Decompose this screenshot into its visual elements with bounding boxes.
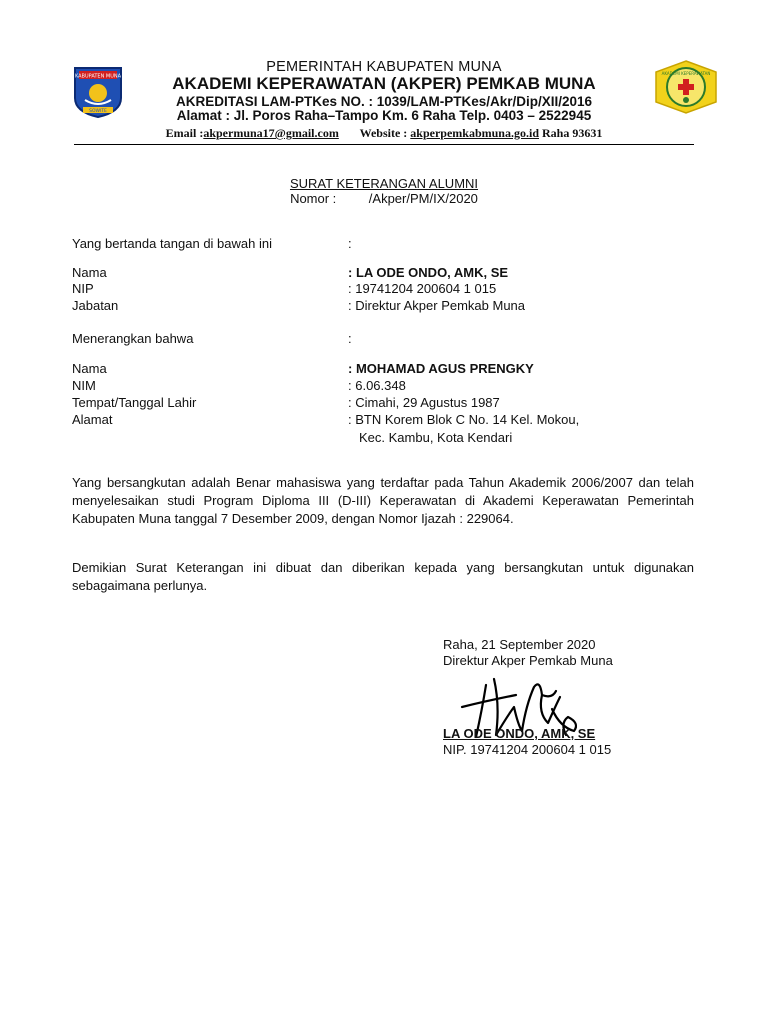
address-line: Alamat : Jl. Poros Raha–Tampo Km. 6 Raha Telp. 0403 – 2522945 xyxy=(176,108,592,123)
email-label: Email : xyxy=(165,126,204,140)
city-postal: Raha 93631 xyxy=(542,126,603,140)
logo-right-text: AKADEMI KEPERAWATAN xyxy=(661,71,711,76)
alumnus-birth-label: Tempat/Tanggal Lahir xyxy=(72,395,197,410)
institution-name: AKADEMI KEPERAWATAN (AKPER) PEMKAB MUNA xyxy=(172,74,596,93)
email-link[interactable]: akpermuna17@gmail.com xyxy=(203,126,339,140)
declares-label: Menerangkan bahwa xyxy=(72,331,194,346)
alumnus-nim-value: : 6.06.348 xyxy=(348,378,406,393)
alumnus-birth-value: : Cimahi, 29 Agustus 1987 xyxy=(348,395,500,410)
website-label: Website : xyxy=(359,126,408,140)
letter-title: SURAT KETERANGAN ALUMNI xyxy=(289,176,479,191)
alumnus-name-value: : MOHAMAD AGUS PRENGKY xyxy=(348,361,534,376)
signer-intro-colon: : xyxy=(348,236,352,251)
closing-place-date: Raha, 21 September 2020 xyxy=(443,637,596,652)
alumnus-address-value: : BTN Korem Blok C No. 14 Kel. Mokou, xyxy=(348,412,580,427)
body-paragraph-2: Demikian Surat Keterangan ini dibuat dan diberikan kepada yang bersangkutan untuk digunakan sebagaimana perlunya. xyxy=(72,560,694,593)
closing-nip: NIP. 19741204 200604 1 015 xyxy=(443,742,612,757)
declares-colon: : xyxy=(348,331,352,346)
signer-position-label: Jabatan xyxy=(72,298,119,313)
accreditation-line: AKREDITASI LAM-PTKes NO. : 1039/LAM-PTKes/Akr/Dip/XII/2016 xyxy=(175,94,593,109)
signer-name-value: : LA ODE ONDO, AMK, SE xyxy=(348,265,509,280)
logo-left-bottom-text: SOWITE xyxy=(89,109,107,114)
header-divider xyxy=(74,144,694,145)
signer-position-value: : Direktur Akper Pemkab Muna xyxy=(348,298,526,313)
alumnus-address-line2: Kec. Kambu, Kota Kendari xyxy=(359,430,513,445)
body-paragraph-1: Yang bersangkutan adalah Benar mahasiswa yang terdaftar pada Tahun Akademik 2006/2007 dan telah menyelesaikan studi Program Diploma III (D-III) Keperawatan di Akademi Keperawatan Pemerintah Kabupaten Muna tanggal 7 Desember 2009, dengan Nomor Ijazah : 229064. xyxy=(72,475,694,526)
logo-left-top-text: KABUPATEN MUNA xyxy=(74,73,122,80)
government-name: PEMERINTAH KABUPATEN MUNA xyxy=(266,59,502,75)
alumnus-name-label: Nama xyxy=(72,361,107,376)
website-link[interactable]: akperpemkabmuna.go.id xyxy=(410,126,539,140)
letter-number: Nomor : /Akper/PM/IX/2020 xyxy=(290,191,478,206)
signer-nip-label: NIP xyxy=(72,281,94,296)
signer-intro-label: Yang bertanda tangan di bawah ini xyxy=(72,236,272,251)
alumnus-address-label: Alamat xyxy=(72,412,113,427)
closing-position: Direktur Akper Pemkab Muna xyxy=(443,653,613,668)
alumnus-nim-label: NIM xyxy=(72,378,96,393)
contact-line xyxy=(0,126,768,141)
signer-name-label: Nama xyxy=(72,265,107,280)
closing-name: LA ODE ONDO, AMK, SE xyxy=(443,726,596,741)
signer-nip-value: : 19741204 200604 1 015 xyxy=(348,281,497,296)
